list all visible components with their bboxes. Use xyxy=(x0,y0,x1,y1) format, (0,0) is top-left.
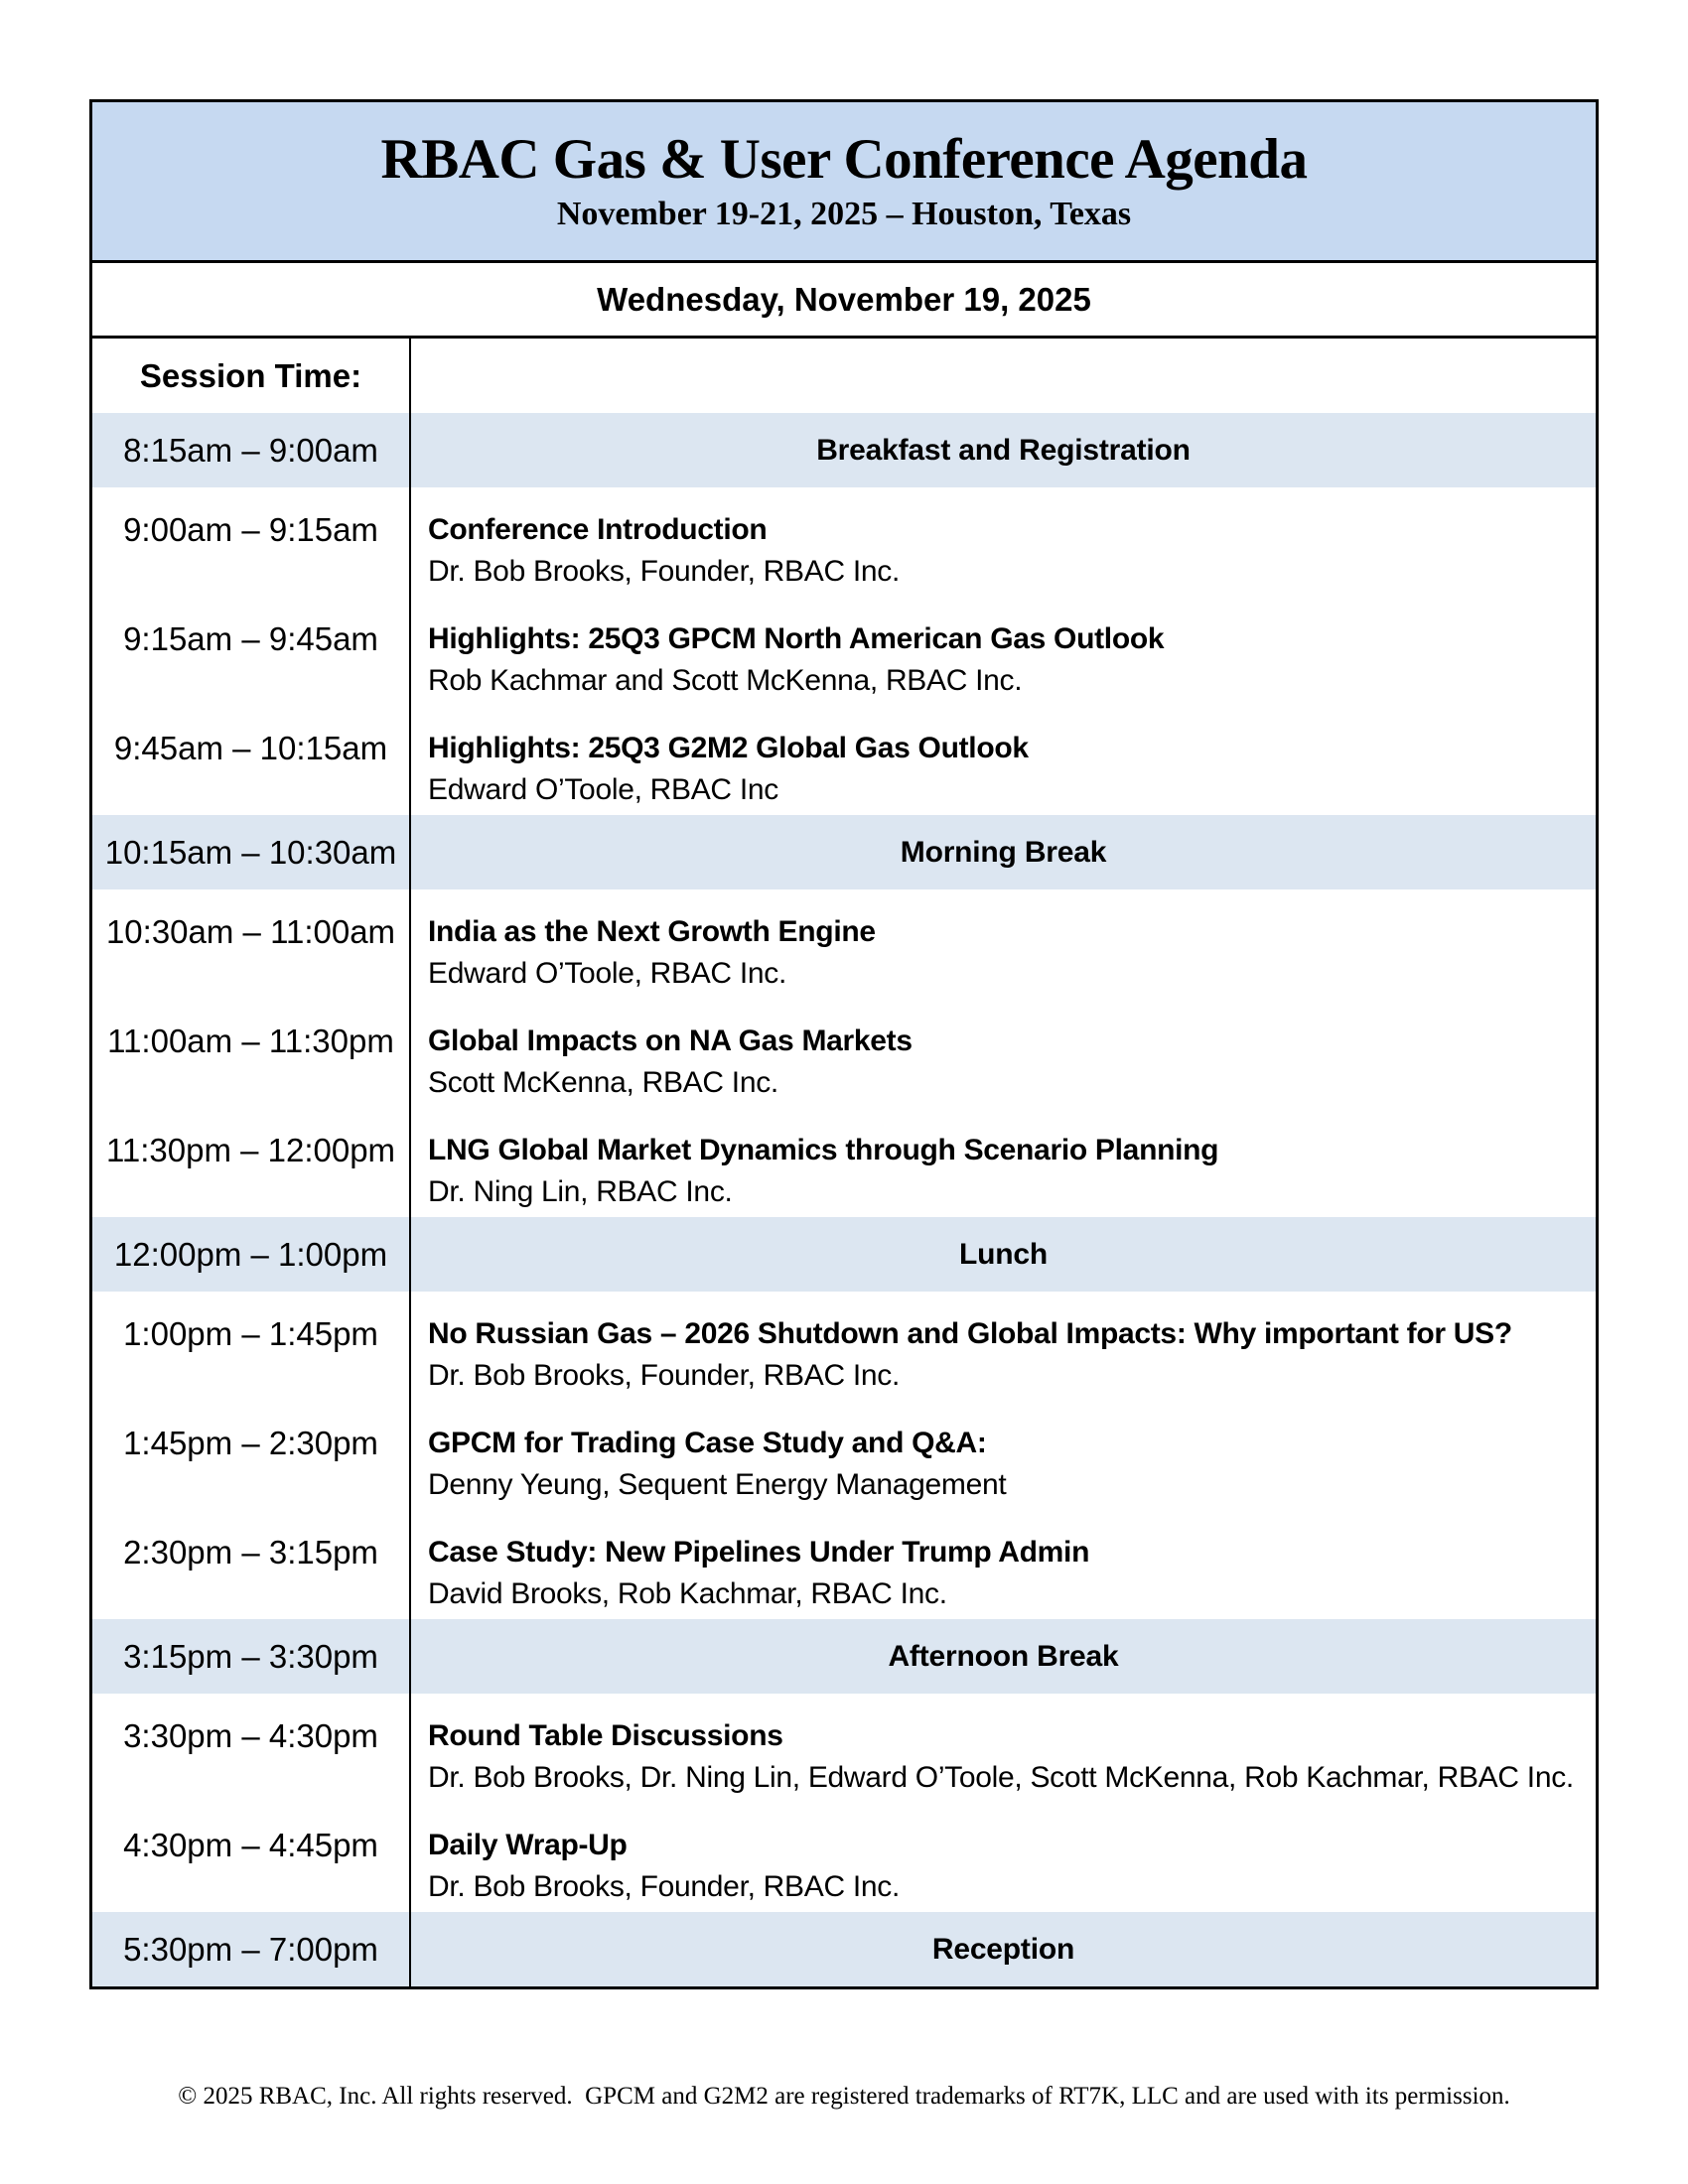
session-row xyxy=(92,1401,1596,1510)
break-label: Breakfast and Registration xyxy=(816,433,1191,467)
session-speakers: David Brooks, Rob Kachmar, RBAC Inc. xyxy=(428,1577,947,1610)
session-time: 1:00pm – 1:45pm xyxy=(92,1292,411,1401)
session-title: Global Impacts on NA Gas Markets xyxy=(428,1024,913,1057)
session-speakers: Denny Yeung, Sequent Energy Management xyxy=(428,1468,1007,1501)
session-time: 1:45pm – 2:30pm xyxy=(92,1401,411,1510)
session-time: 4:30pm – 4:45pm xyxy=(92,1803,411,1912)
session-row xyxy=(92,1108,1596,1217)
session-row xyxy=(92,889,1596,999)
session-time: 10:30am – 11:00am xyxy=(92,889,411,999)
session-row xyxy=(92,487,1596,597)
session-detail-cell xyxy=(411,1694,1596,1803)
title-band xyxy=(92,102,1596,263)
session-time: 12:00pm – 1:00pm xyxy=(92,1217,411,1292)
day-heading: Wednesday, November 19, 2025 xyxy=(92,263,1596,339)
session-speakers: Dr. Bob Brooks, Founder, RBAC Inc. xyxy=(428,555,901,588)
session-time: 3:15pm – 3:30pm xyxy=(92,1619,411,1694)
session-detail-cell xyxy=(411,1401,1596,1510)
session-speakers: Dr. Bob Brooks, Founder, RBAC Inc. xyxy=(428,1870,901,1903)
session-row xyxy=(92,999,1596,1108)
session-detail-cell xyxy=(411,999,1596,1108)
session-time: 2:30pm – 3:15pm xyxy=(92,1510,411,1619)
break-label: Afternoon Break xyxy=(888,1639,1119,1673)
session-speakers: Dr. Bob Brooks, Dr. Ning Lin, Edward O’Toole, Scott McKenna, Rob Kachmar, RBAC Inc. xyxy=(428,1761,1574,1794)
break-row xyxy=(92,1217,1596,1292)
session-time: 9:00am – 9:15am xyxy=(92,487,411,597)
session-row xyxy=(92,1803,1596,1912)
session-time: 11:30pm – 12:00pm xyxy=(92,1108,411,1217)
session-time: 9:15am – 9:45am xyxy=(92,597,411,706)
session-row xyxy=(92,1292,1596,1401)
session-time: 10:15am – 10:30am xyxy=(92,815,411,889)
session-detail-cell xyxy=(411,1292,1596,1401)
session-detail-cell xyxy=(411,1108,1596,1217)
session-detail-cell xyxy=(411,1803,1596,1912)
session-speakers: Edward O’Toole, RBAC Inc. xyxy=(428,957,786,990)
agenda-body xyxy=(92,339,1596,1986)
session-speakers: Dr. Ning Lin, RBAC Inc. xyxy=(428,1175,733,1208)
session-time: 3:30pm – 4:30pm xyxy=(92,1694,411,1803)
break-row xyxy=(92,1912,1596,1986)
break-label: Reception xyxy=(931,1932,1075,1966)
session-time-header-row xyxy=(92,339,1596,413)
break-label: Morning Break xyxy=(900,835,1107,869)
session-speakers: Dr. Bob Brooks, Founder, RBAC Inc. xyxy=(428,1359,901,1392)
session-title: Case Study: New Pipelines Under Trump Admin xyxy=(428,1536,1090,1569)
session-title: LNG Global Market Dynamics through Scenario Planning xyxy=(428,1134,1219,1166)
session-speakers: Rob Kachmar and Scott McKenna, RBAC Inc. xyxy=(428,664,1023,697)
copyright-footer: © 2025 RBAC, Inc. All rights reserved. GPCM and G2M2 are registered trademarks of RT7K, LLC and are used with its permission. xyxy=(178,2083,1510,2110)
break-row xyxy=(92,413,1596,487)
session-detail-cell xyxy=(411,597,1596,706)
session-detail-cell xyxy=(411,889,1596,999)
session-speakers: Scott McKenna, RBAC Inc. xyxy=(428,1066,778,1099)
break-label: Lunch xyxy=(959,1237,1048,1271)
session-row xyxy=(92,706,1596,815)
session-title: No Russian Gas – 2026 Shutdown and Global Impacts: Why important for US? xyxy=(428,1317,1512,1350)
agenda-table xyxy=(89,99,1599,1989)
session-title: India as the Next Growth Engine xyxy=(428,915,876,948)
session-row xyxy=(92,1694,1596,1803)
session-time: 9:45am – 10:15am xyxy=(92,706,411,815)
session-time-column-label: Session Time: xyxy=(92,339,411,413)
session-header-empty-cell xyxy=(411,339,1596,413)
session-time: 11:00am – 11:30pm xyxy=(92,999,411,1108)
session-row xyxy=(92,1510,1596,1619)
break-row xyxy=(92,815,1596,889)
session-detail-cell xyxy=(411,706,1596,815)
session-row xyxy=(92,597,1596,706)
session-title: Conference Introduction xyxy=(428,513,768,546)
session-title: GPCM for Trading Case Study and Q&A: xyxy=(428,1427,987,1459)
session-title: Highlights: 25Q3 G2M2 Global Gas Outlook xyxy=(428,732,1029,764)
session-title: Daily Wrap-Up xyxy=(428,1829,628,1861)
session-speakers: Edward O’Toole, RBAC Inc xyxy=(428,773,778,806)
conference-dates-location: November 19-21, 2025 – Houston, Texas xyxy=(556,196,1132,233)
session-detail-cell xyxy=(411,487,1596,597)
session-title: Round Table Discussions xyxy=(428,1719,783,1752)
break-row xyxy=(92,1619,1596,1694)
session-detail-cell xyxy=(411,1510,1596,1619)
session-time: 8:15am – 9:00am xyxy=(92,413,411,487)
session-title: Highlights: 25Q3 GPCM North American Gas Outlook xyxy=(428,622,1165,655)
session-time: 5:30pm – 7:00pm xyxy=(92,1912,411,1986)
conference-title: RBAC Gas & User Conference Agenda xyxy=(380,127,1308,191)
